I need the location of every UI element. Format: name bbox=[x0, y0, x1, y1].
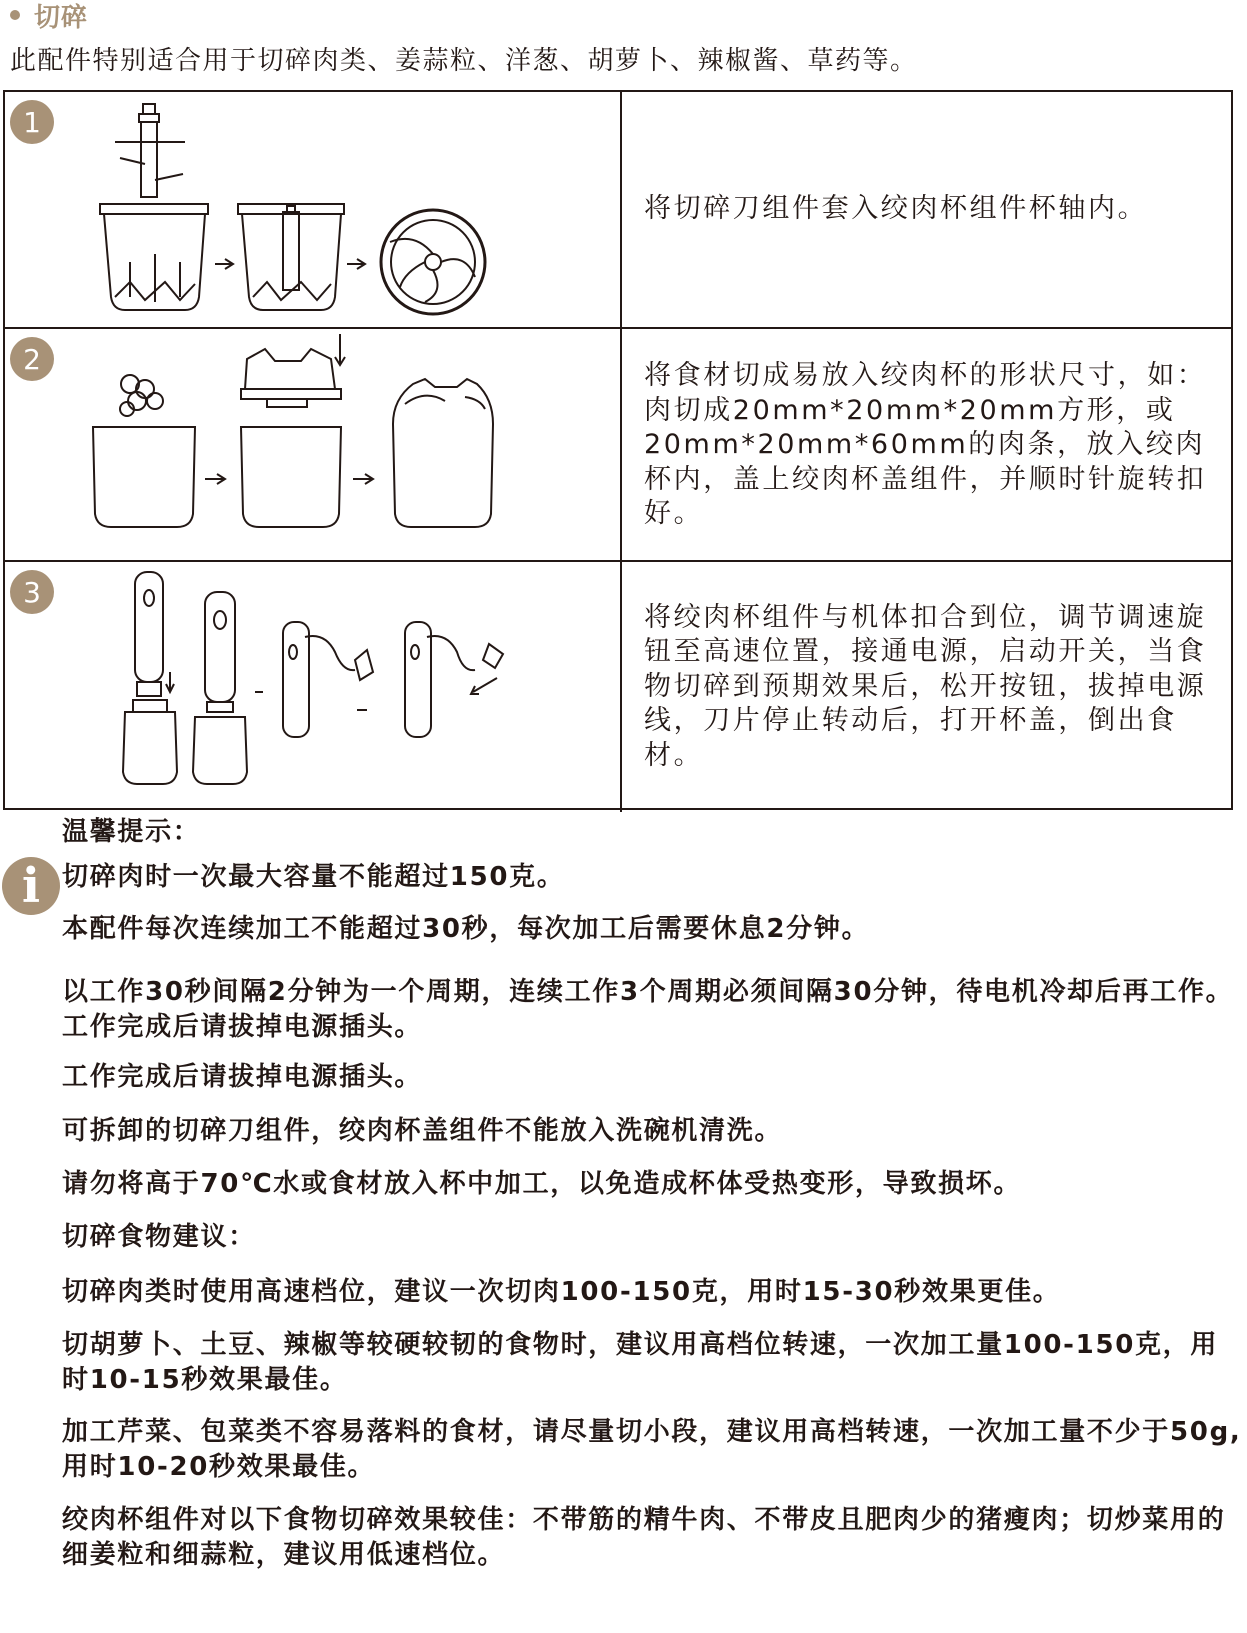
tip-item: 可拆卸的切碎刀组件，绞肉杯盖组件不能放入洗碗机清洗。 bbox=[62, 1116, 783, 1146]
bullet-dot-icon bbox=[10, 10, 20, 20]
tip-item: 工作完成后请拔掉电源插头。 bbox=[62, 1062, 423, 1092]
section-title bbox=[10, 0, 89, 33]
step-2-text: 将食材切成易放入绞肉杯的形状尺寸，如：肉切成20mm*20mm*20mm方形，或20mm*20mm*60mm的肉条，放入绞肉杯内，盖上绞肉杯盖组件，并顺时针旋转扣好。 bbox=[644, 360, 1207, 530]
tip-item: 切碎肉类时使用高速档位，建议一次切肉100-150克，用时15-30秒效果更佳。 bbox=[62, 1277, 1061, 1307]
tip-item: 切碎肉时一次最大容量不能超过150克。 bbox=[62, 862, 565, 892]
step-3-text-cell bbox=[622, 562, 1231, 812]
step-1-illustration bbox=[5, 92, 622, 327]
steps-table bbox=[3, 90, 1233, 810]
step-2-illustration bbox=[5, 329, 622, 562]
blade-assembly-illustration bbox=[5, 92, 618, 327]
tips-heading: 温馨提示： bbox=[62, 817, 201, 847]
intro-text: 此配件特别适合用于切碎肉类、姜蒜粒、洋葱、胡萝卜、辣椒酱、草药等。 bbox=[10, 46, 918, 76]
step-number-badge: 1 bbox=[10, 100, 54, 144]
info-icon: i bbox=[2, 857, 60, 915]
step-2-text-cell bbox=[622, 329, 1231, 562]
step-1-text-cell bbox=[622, 92, 1231, 327]
tip-item: 加工芹菜、包菜类不容易落料的食材，请尽量切小段，建议用高档转速，一次加工量不少于50g,用时10-20秒效果最佳。 bbox=[62, 1417, 1242, 1482]
motor-assembly-illustration bbox=[5, 562, 618, 810]
tip-item: 以工作30秒间隔2分钟为一个周期，连续工作3个周期必须间隔30分钟，待电机冷却后再工作。工作完成后请拔掉电源插头。 bbox=[62, 977, 1234, 1042]
tip-item: 绞肉杯组件对以下食物切碎效果较佳：不带筋的精牛肉、不带皮且肥肉少的猪瘦肉；切炒菜用的细姜粒和细蒜粒，建议用低速档位。 bbox=[62, 1505, 1226, 1570]
tip-item: 切胡萝卜、土豆、辣椒等较硬较韧的食物时，建议用高档位转速，一次加工量100-150克，用时10-15秒效果最佳。 bbox=[62, 1330, 1219, 1395]
step-number-badge: 2 bbox=[10, 337, 54, 381]
food-loading-illustration bbox=[5, 329, 618, 560]
step-3-illustration bbox=[5, 562, 622, 812]
step-row-2 bbox=[5, 327, 1231, 562]
step-number-badge: 3 bbox=[10, 570, 54, 614]
tip-item: 切碎食物建议： bbox=[62, 1222, 256, 1252]
step-row-3 bbox=[5, 560, 1231, 812]
tip-item: 请勿将高于70℃水或食材放入杯中加工，以免造成杯体受热变形，导致损坏。 bbox=[62, 1169, 1022, 1199]
section-title-text: 切碎 bbox=[34, 2, 89, 33]
step-row-1 bbox=[5, 92, 1231, 327]
step-1-text: 将切碎刀组件套入绞肉杯组件杯轴内。 bbox=[644, 193, 1148, 225]
tip-item: 本配件每次连续加工不能超过30秒，每次加工后需要休息2分钟。 bbox=[62, 914, 870, 944]
step-3-text: 将绞肉杯组件与机体扣合到位，调节调速旋钮至高速位置，接通电源，启动开关，当食物切碎到预期效果后，松开按钮，拔掉电源线，刀片停止转动后，打开杯盖，倒出食材。 bbox=[644, 601, 1207, 771]
